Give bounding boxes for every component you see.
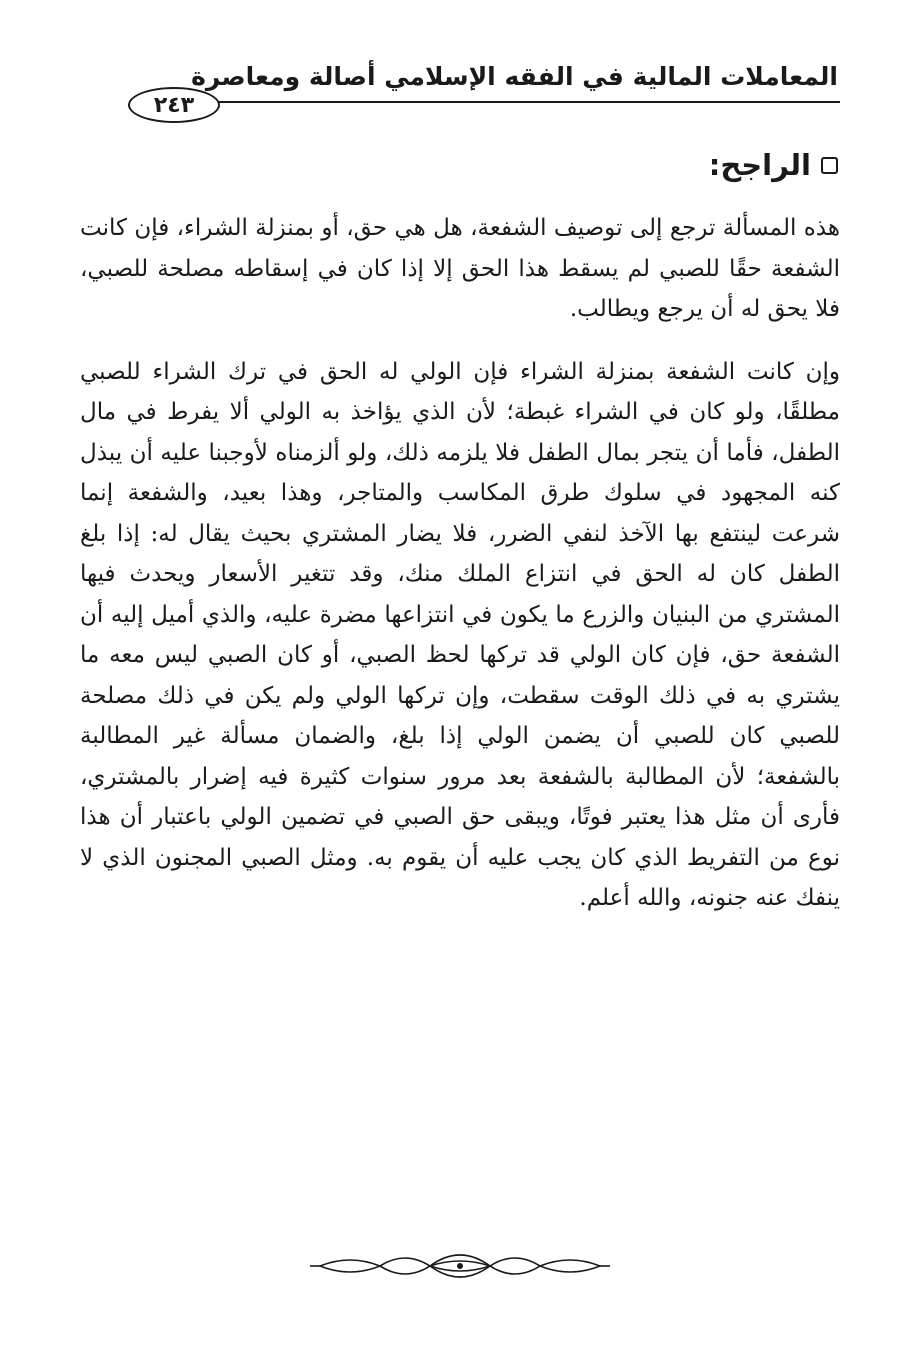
section-heading [709,148,838,182]
body-text [80,208,840,919]
running-header-title: المعاملات المالية في الفقه الإسلامي أصالة ومعاصرة [191,62,838,91]
header-rule [214,101,840,103]
section-heading-label: الراجح: [708,148,811,182]
paragraph: وإن كانت الشفعة بمنزلة الشراء فإن الولي له الحق في ترك الشراء للصبي مطلقًا، ولو كان في الشراء غبطة؛ لأن الذي يؤاخذ به الولي ألا يفرط في مال الطفل، فأما أن يتجر بمال الطفل فلا يلزمه ذلك، ولو ألزمناه لأوجبنا عليه أن يبذل كنه المجهود في سلوك طرق المكاسب والمتاجر، وهذا بعيد، والشفعة إنما شرعت لينتفع بها الآخذ لنفي الضرر، فلا يضار المشتري بحيث يقال له: إذا بلغ الطفل كان له الحق في انتزاع الملك منك، وقد تتغير الأسعار ويحدث فيها المشتري من البنيان والزرع ما يكون في انتزاعها مضرة عليه، والذي أميل إليه أن الشفعة حق، فإن كان الولي قد تركها لحظ الصبي، أو كان الصبي ليس معه ما يشتري به في ذلك الوقت سقطت، وإن تركها الولي ولم يكن في ذلك مصلحة للصبي كان للصبي أن يضمن الولي إذا بلغ، والضمان مسألة غير المطالبة بالشفعة؛ لأن المطالبة بالشفعة بعد مرور سنوات كثيرة فيه إضرار بالمشتري، فأرى أن مثل هذا يعتبر فوتًا، ويبقى حق الصبي في تضمين الولي باعتبار أن هذا نوع من التفريط الذي كان يجب عليه أن يقوم به. ومثل الصبي المجنون الذي لا ينفك عنه جنونه، والله أعلم. [80,358,840,911]
square-bullet-icon [821,157,838,174]
paragraph: هذه المسألة ترجع إلى توصيف الشفعة، هل هي حق، أو بمنزلة الشراء، فإن كانت الشفعة حقًا للصبي لم يسقط هذا الحق إلا إذا كان في إسقاطه مصلحة للصبي، فلا يحق له أن يرجع ويطالب. [80,215,840,322]
decorative-ornament-icon [310,1246,610,1286]
page-number: ٢٤٣ [128,87,220,123]
